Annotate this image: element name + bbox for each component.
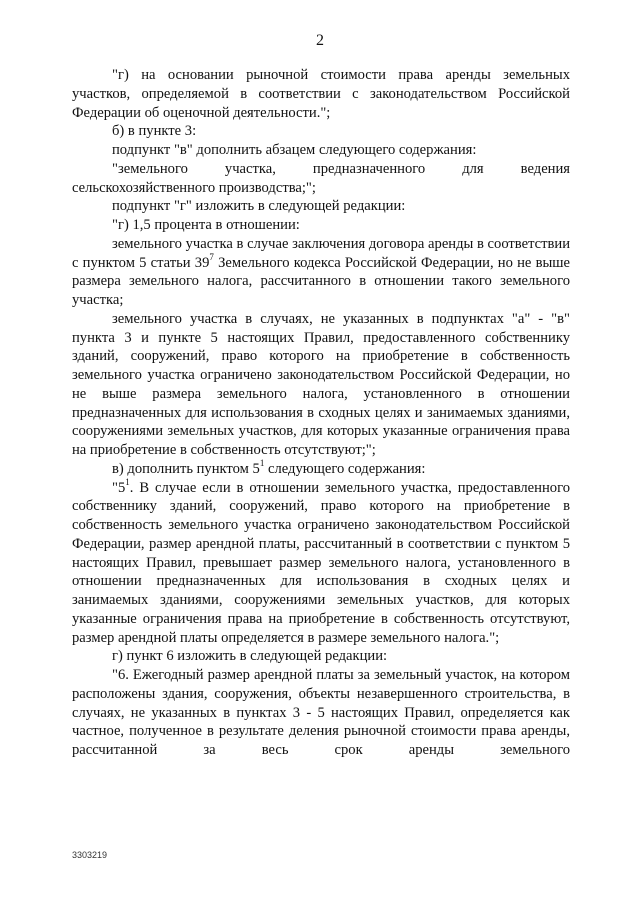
paragraph-4: "земельного участка, предназначенного для ведения сельскохозяйственного производства;";	[72, 160, 570, 196]
paragraph-3: подпункт "в" дополнить абзацем следующего содержания:	[112, 142, 477, 158]
paragraph-6: "г) 1,5 процента в отношении:	[112, 217, 300, 233]
page-number: 2	[316, 32, 324, 49]
paragraph-1: "г) на основании рыночной стоимости права аренды земельных участков, определяемой в соответствии с законодательством Российской Федерации об оценочной деятельности.";	[72, 67, 570, 121]
paragraph-10-text: "5	[112, 479, 126, 496]
paragraph-11: г) пункт 6 изложить в следующей редакции:	[112, 648, 388, 665]
paragraph-7-text: земельного участка в случае заключения договора аренды в соответствии с пунктом 5 статьи 39	[72, 235, 570, 271]
paragraph-7	[72, 235, 570, 310]
paragraph-9-text-cont: следующего содержания:	[264, 460, 426, 477]
paragraph-12: "6. Ежегодный размер арендной платы за земельный участок, на котором расположены здания, сооружения, объекты незавершенного строительства, в случаях, не указанных в пунктах 3 - 5 настоящих Правил, определяется как частное, полученное в результате деления рыночной стоимости права аренды, рассчитанной за весь срок аренды земельного	[72, 667, 570, 758]
paragraph-7-text-cont: Земельного кодекса Российской Федерации, но не выше размера земельного налога, рассчитанного в отношении такого земельного участка;	[72, 254, 570, 308]
paragraph-10-superscript: 1	[125, 476, 130, 487]
document-code: 3303219	[72, 850, 108, 860]
paragraph-2: б) в пункте 3:	[112, 123, 197, 140]
paragraph-9	[72, 457, 570, 479]
paragraph-9-text: в) дополнить пунктом 5	[112, 460, 260, 477]
paragraph-9-superscript: 1	[259, 457, 265, 468]
paragraph-7-superscript: 7	[209, 251, 214, 262]
paragraph-5: подпункт "г" изложить в следующей редакции:	[112, 198, 406, 215]
document-body	[72, 66, 570, 760]
paragraph-10	[72, 476, 570, 648]
paragraph-10-text-cont: . В случае если в отношении земельного участка, предоставленного собственнику зданий, сооружений, право которого на приобретение в собственность земельного участка ограничено законодательством Российской Федерации, размер арендной платы, рассчитанный в соответствии с пунктом 5 настоящих Правил, превышает размер земельного налога, установленного в отношении предназначенных для использования в сходных целях и занимаемых зданиями, сооружениями земельных участков, для которых указанные ограничения права на приобретение в собственность отсутствуют, размер арендной платы определяется в размере земельного налога.";	[72, 479, 570, 646]
paragraph-8: земельного участка в случаях, не указанных в подпунктах "а" - "в" пункта 3 и пункте 5 настоящих Правил, предоставленного собственнику зданий, сооружений, право которого на приобретение в собственность земельного участка ограничено законодательством Российской Федерации, но не выше размера земельного налога, установленного в отношении предназначенных для использования в сходных целях и занимаемых зданиями, сооружениями земельных участков, для которых указанные ограничения права на приобретение в собственность отсутствуют;";	[72, 310, 570, 458]
